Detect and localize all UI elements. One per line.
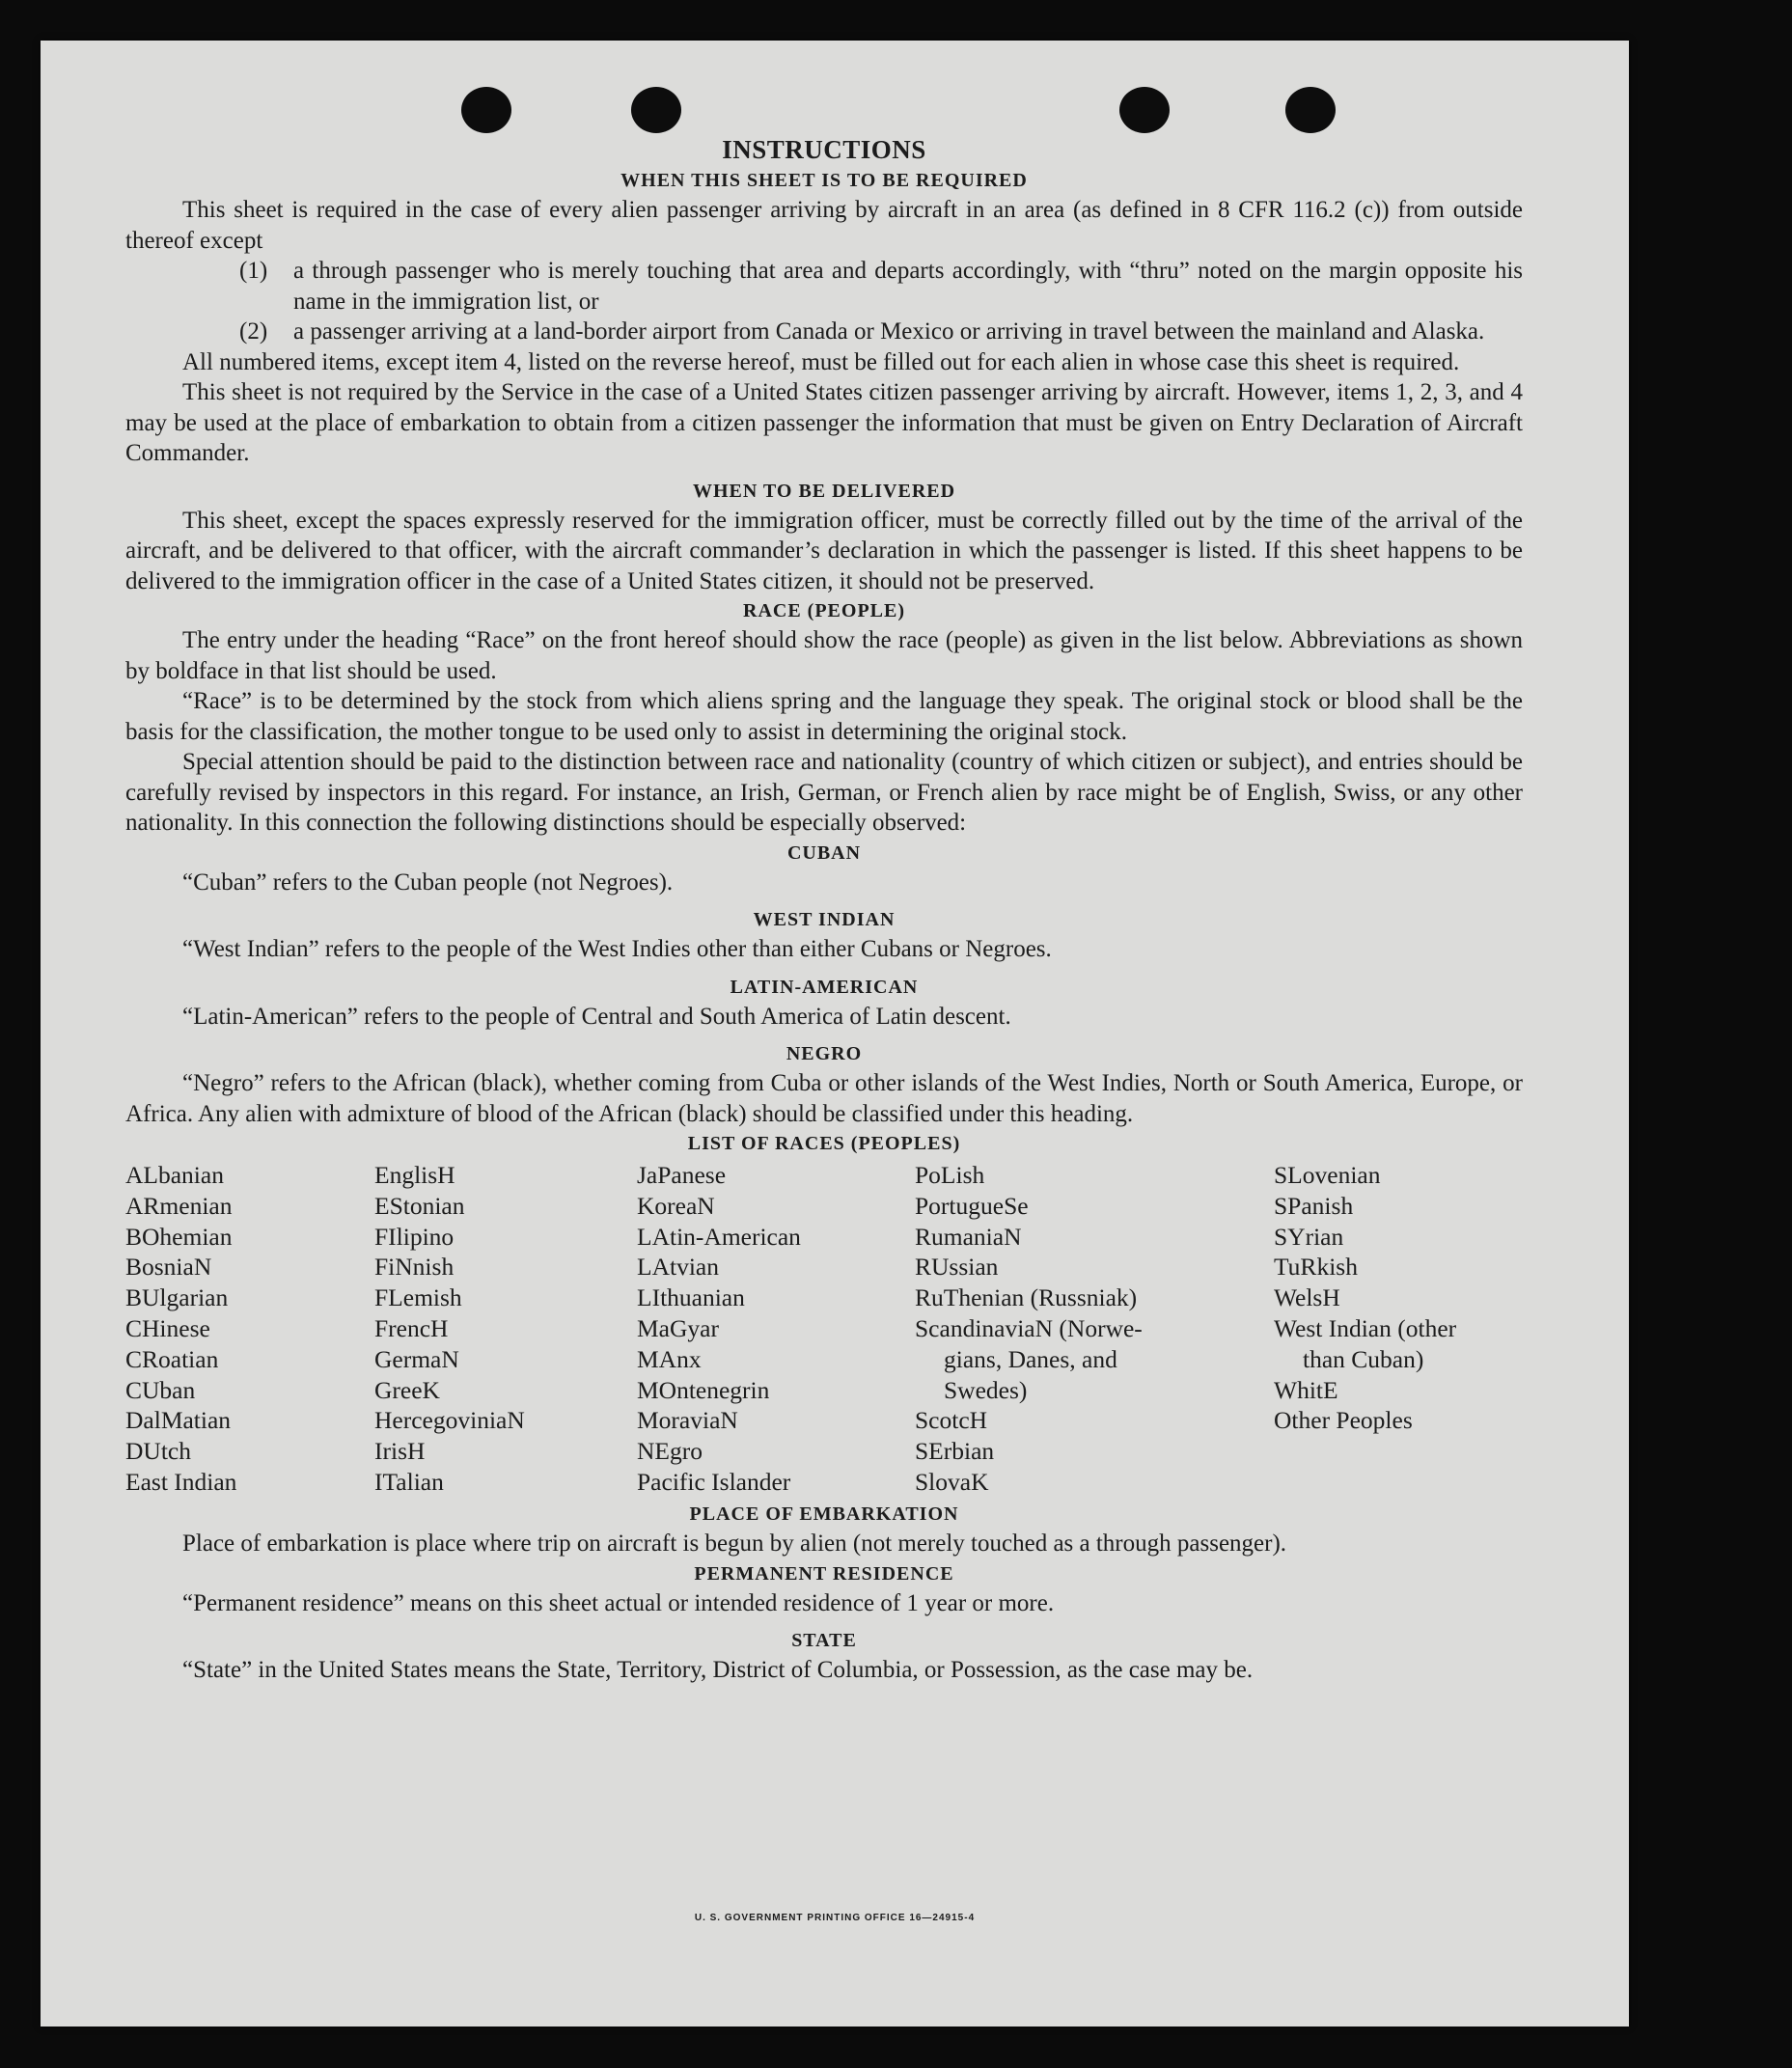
section-heading-cuban: CUBAN	[786, 841, 862, 864]
section-heading-race: RACE (PEOPLE)	[743, 600, 905, 621]
race-entry: SlovaK	[915, 1467, 989, 1496]
page-title: INSTRUCTIONS	[722, 135, 926, 164]
race-entry: CUban	[125, 1375, 196, 1404]
when-required-para-3: This sheet is not required by the Service in the case of a United States citizen passenger arriving by aircraft. However, items 1, 2, 3, and 4 may be used at the place of embarkation to obtain from a citizen passenger the information that must be given on Entry Declaration of Aircraft Commander.	[125, 379, 1523, 466]
permanent-residence-text: “Permanent residence” means on this sheet actual or intended residence of 1 year or more.	[182, 1589, 1055, 1616]
race-entry: WelsH	[1274, 1283, 1340, 1312]
race-entry: East Indian	[125, 1467, 237, 1496]
race-entry: MaGyar	[637, 1313, 719, 1342]
race-entry: RUssian	[915, 1253, 999, 1282]
race-entry: DalMatian	[125, 1406, 232, 1435]
exception-item	[125, 256, 1523, 317]
race-entry: BosniaN	[125, 1253, 212, 1282]
section-heading-negro: NEGRO	[786, 1043, 863, 1064]
race-entry: FrencH	[374, 1313, 449, 1342]
race-entry: Pacific Islander	[637, 1467, 791, 1496]
race-para-2: “Race” is to be determined by the stock from which aliens spring and the language they speak. The original stock or blood shall be the basis for the classification, the mother tongue to be used only to assist in determining the original stock.	[125, 688, 1523, 745]
race-entry: DUtch	[125, 1437, 191, 1466]
race-entry: ARmenian	[125, 1191, 233, 1220]
punch-hole	[1119, 87, 1170, 133]
section-heading-west-indian: WEST INDIAN	[753, 909, 896, 930]
race-entry: than Cuban)	[1303, 1344, 1424, 1373]
item-text: a passenger arriving at a land-border airport from Canada or Mexico or arriving in travel between the mainland and Alaska.	[293, 318, 1485, 345]
race-entry: MOntenegrin	[637, 1375, 770, 1404]
item-number: (2)	[239, 318, 268, 345]
race-entry: FLemish	[374, 1283, 462, 1312]
race-column	[1274, 1160, 1456, 1436]
race-entry: Other Peoples	[1274, 1406, 1413, 1435]
race-entry: ITalian	[374, 1467, 444, 1496]
race-entry: MoraviaN	[637, 1406, 738, 1435]
race-entry: SLovenian	[1274, 1161, 1381, 1189]
race-entry: PoLish	[915, 1161, 985, 1189]
punch-hole	[1285, 87, 1336, 133]
race-entry: RumaniaN	[915, 1222, 1022, 1251]
race-entry: LAtvian	[637, 1253, 719, 1282]
race-entry: CRoatian	[125, 1344, 219, 1373]
section-heading-permanent-residence: PERMANENT RESIDENCE	[694, 1562, 954, 1585]
race-entry: RuThenian (Russniak)	[915, 1283, 1138, 1312]
race-entry: FIlipino	[374, 1222, 455, 1251]
race-entry: BOhemian	[125, 1222, 233, 1251]
race-entry: CHinese	[125, 1313, 210, 1342]
when-required-para-2: All numbered items, except item 4, listed on the reverse hereof, must be filled out for each alien in whose case this sheet is required.	[182, 348, 1460, 375]
punch-hole	[631, 87, 681, 133]
race-entry: FiNnish	[374, 1253, 455, 1282]
race-column	[125, 1160, 236, 1498]
document-body	[125, 133, 1523, 1686]
race-column	[374, 1160, 525, 1498]
section-heading-list-of-races: LIST OF RACES (PEOPLES)	[687, 1133, 961, 1154]
west-indian-definition: “West Indian” refers to the people of the West Indies other than either Cubans or Negroes.	[182, 936, 1052, 962]
race-entry: TuRkish	[1274, 1253, 1358, 1282]
race-entry: SYrian	[1274, 1222, 1344, 1251]
race-entry: HercegoviniaN	[374, 1406, 525, 1435]
race-entry: LIthuanian	[637, 1283, 745, 1312]
section-heading-when-delivered: WHEN TO BE DELIVERED	[692, 480, 956, 502]
race-entry: ALbanian	[125, 1161, 224, 1189]
latin-american-definition: “Latin-American” refers to the people of Central and South America of Latin descent.	[182, 1003, 1011, 1030]
printer-imprint: U. S. GOVERNMENT PRINTING OFFICE 16—24915-4	[694, 1913, 976, 1923]
race-entry: gians, Danes, and	[944, 1344, 1117, 1373]
document-sheet	[41, 41, 1629, 2027]
section-heading-state: STATE	[791, 1630, 857, 1651]
section-heading-latin-american: LATIN-AMERICAN	[730, 976, 919, 998]
race-column	[915, 1160, 1143, 1498]
race-entry: JaPanese	[637, 1161, 727, 1189]
race-entry: ScandinaviaN (Norwe-	[915, 1313, 1143, 1342]
when-delivered-text: This sheet, except the spaces expressly reserved for the immigration officer, must be correctly filled out by the time of the arrival of the aircraft, and be delivered to that officer, with the aircraft commander’s declaration in which the passenger is listed. If this sheet happens to be delivered to the immigration officer in the case of a United States citizen, it should not be preserved.	[125, 507, 1523, 594]
race-entry: EStonian	[374, 1191, 465, 1220]
exception-item	[125, 317, 1523, 347]
race-entry: EnglisH	[374, 1161, 455, 1189]
place-of-embarkation-text: Place of embarkation is place where trip on aircraft is begun by alien (not merely touched as a through passenger).	[182, 1530, 1287, 1557]
cuban-definition: “Cuban” refers to the Cuban people (not Negroes).	[182, 869, 674, 896]
race-entry: Swedes)	[944, 1375, 1028, 1404]
race-entry: BUlgarian	[125, 1283, 229, 1312]
race-entry: NEgro	[637, 1437, 703, 1466]
race-entry: IrisH	[374, 1437, 426, 1466]
section-heading-place-of-embarkation: PLACE OF EMBARKATION	[689, 1503, 959, 1525]
race-entry: ScotcH	[915, 1406, 988, 1435]
section-heading-when-required: WHEN THIS SHEET IS TO BE REQUIRED	[620, 170, 1028, 191]
race-entry: West Indian (other	[1274, 1313, 1457, 1342]
race-entry: KoreaN	[637, 1191, 715, 1220]
race-entry: LAtin-American	[637, 1222, 801, 1251]
race-entry: GreeK	[374, 1375, 440, 1404]
state-text: “State” in the United States means the State, Territory, District of Columbia, or Possession, as the case may be.	[182, 1657, 1254, 1683]
item-text: a through passenger who is merely touching that area and departs accordingly, with “thru” noted on the margin opposite his name in the immigration list, or	[293, 258, 1523, 315]
race-para-3: Special attention should be paid to the distinction between race and nationality (country of which citizen or subject), and entries should be carefully revised by inspectors in this regard. For instance, an Irish, German, or French alien by race might be of English, Swiss, or any other nationality. In this connection the following distinctions should be especially observed:	[125, 749, 1523, 836]
race-column	[637, 1160, 801, 1498]
race-para-1: The entry under the heading “Race” on the front hereof should show the race (people) as given in the list below. Abbreviations as shown by boldface in that list should be used.	[125, 627, 1523, 684]
race-entry: WhitE	[1274, 1375, 1338, 1404]
race-entry: PortugueSe	[915, 1191, 1029, 1220]
punch-hole	[461, 87, 511, 133]
race-entry: MAnx	[637, 1344, 702, 1373]
item-number: (1)	[239, 258, 268, 284]
race-list	[125, 1160, 1523, 1500]
race-entry: SPanish	[1274, 1191, 1354, 1220]
race-entry: GermaN	[374, 1344, 459, 1373]
when-required-intro: This sheet is required in the case of every alien passenger arriving by aircraft in an area (as defined in 8 CFR 116.2 (c)) from outside thereof except	[125, 197, 1523, 254]
race-entry: SErbian	[915, 1437, 995, 1466]
negro-definition: “Negro” refers to the African (black), whether coming from Cuba or other islands of the West Indies, North or South America, Europe, or Africa. Any alien with admixture of blood of the African (black) should be classified under this heading.	[125, 1070, 1523, 1127]
